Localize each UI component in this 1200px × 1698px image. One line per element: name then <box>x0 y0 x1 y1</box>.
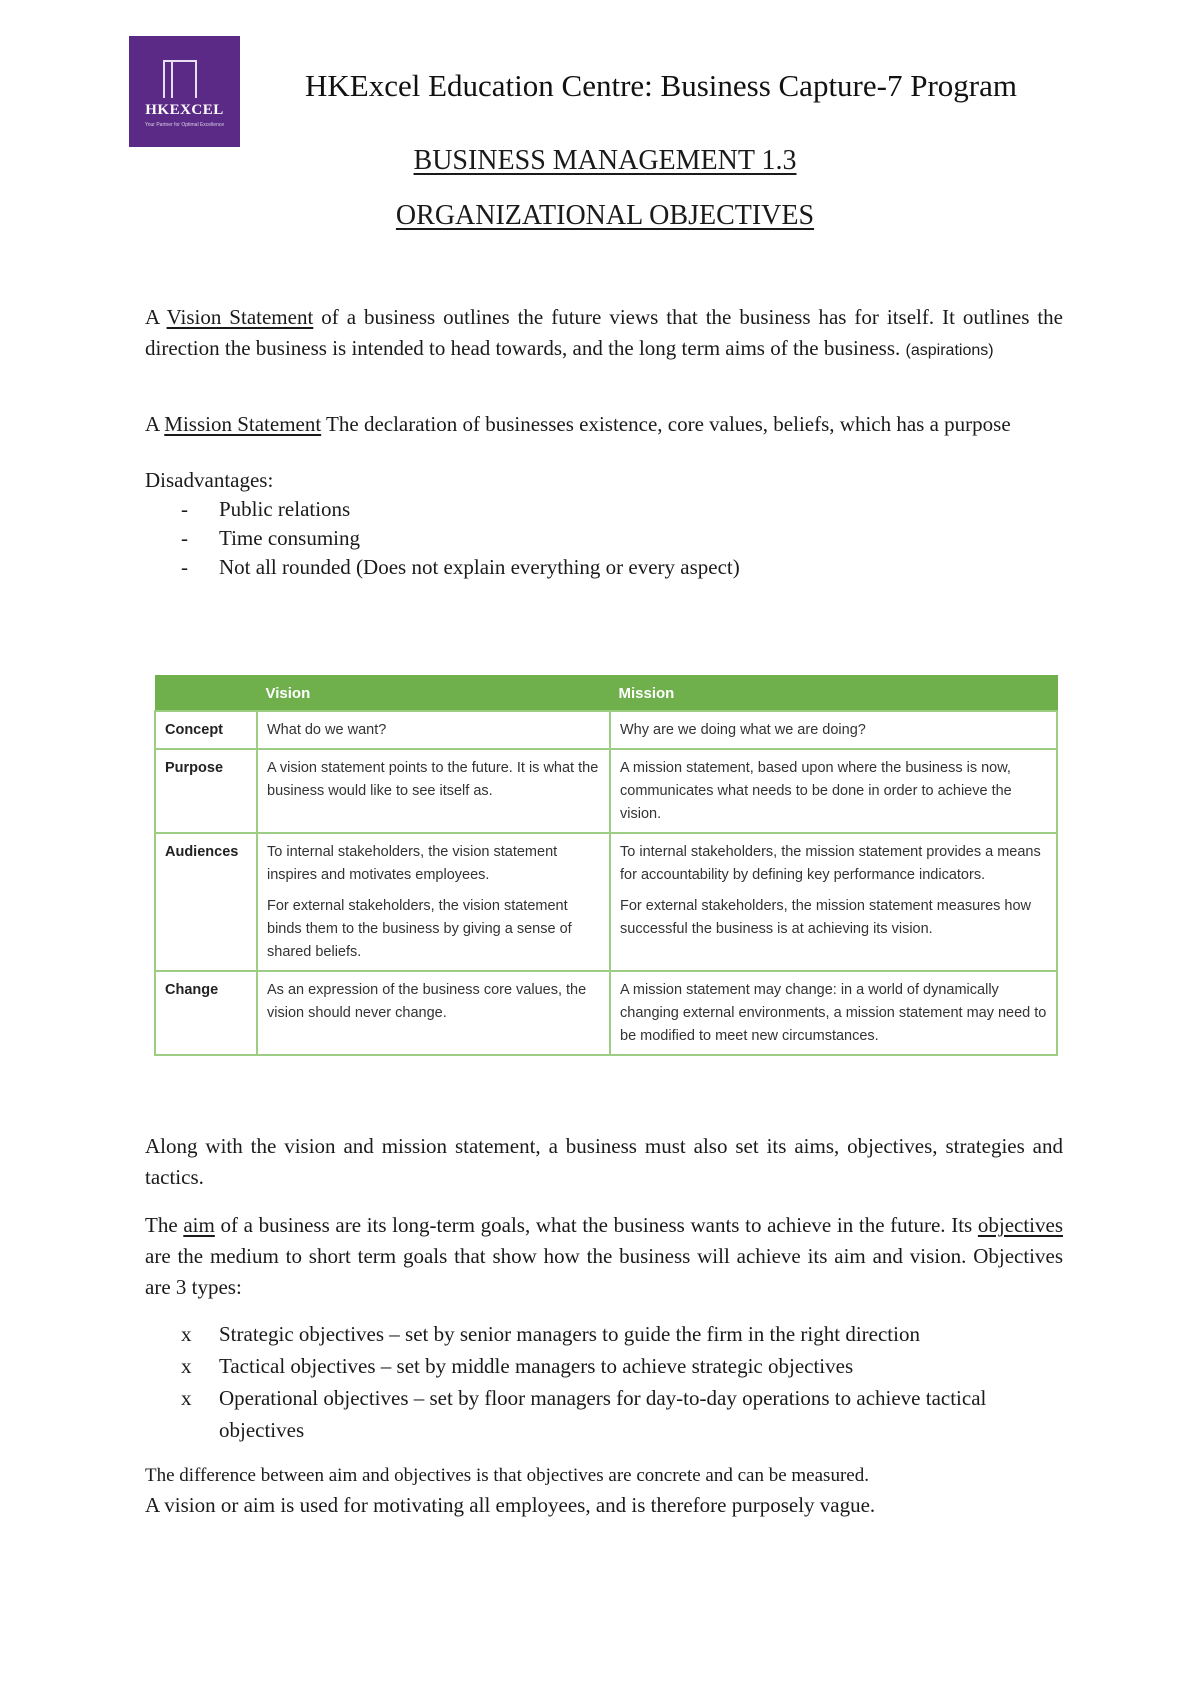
list-item: - Public relations <box>181 497 351 521</box>
row-label-change: Change <box>155 971 257 1055</box>
table-header-vision: Vision <box>257 676 610 712</box>
logo-text: HKEXCEL <box>145 102 224 118</box>
aspirations-note: (aspirations) <box>905 342 994 359</box>
cell-vision-concept: What do we want? <box>257 711 610 749</box>
table-header-corner <box>155 676 257 712</box>
aim-term: aim <box>183 1213 215 1237</box>
difference-line: The difference between aim and objectives is that objectives are concrete and can be measured. <box>145 1465 869 1486</box>
objective-types-list <box>145 1318 1063 1446</box>
objectives-term: objectives <box>977 1213 1064 1237</box>
cell-mission-change: A mission statement may change: in a world of dynamically changing external environments, a mission statement may need to be modified to meet new circumstances. <box>610 971 1057 1055</box>
table-header-mission: Mission <box>610 676 1057 712</box>
table-header-row <box>155 676 1057 712</box>
aim-definition-paragraph: The aim of a business are its long-term goals, what the business wants to achieve in the future. Its objectives are the medium to short term goals that show how the business will achieve its aim and vision. Objectives are 3 types: <box>145 1213 1064 1299</box>
cell-vision-audiences: To internal stakeholders, the vision statement inspires and motivates employees. For external stakeholders, the vision statement binds them to the business by giving a sense of shared beliefs. <box>257 833 610 971</box>
logo-tagline: Your Partner for Optimal Excellence <box>144 122 225 128</box>
list-item: - Not all rounded (Does not explain everything or every aspect) <box>181 555 740 579</box>
disadvantages-list <box>145 495 1063 582</box>
cell-mission-concept: Why are we doing what we are doing? <box>610 711 1057 749</box>
cell-mission-purpose: A mission statement, based upon where the business is now, communicates what needs to be done in order to achieve the vision. <box>610 749 1057 833</box>
hkexcel-logo <box>129 36 240 147</box>
row-label-purpose: Purpose <box>155 749 257 833</box>
list-item: x Operational objectives – set by floor managers for day-to-day operations to achieve tactical objectives <box>181 1386 987 1442</box>
header-title: HKExcel Education Centre: Business Capture-7 Program <box>305 68 1017 103</box>
list-item: - Time consuming <box>181 526 360 550</box>
vision-statement-term: Vision Statement <box>166 305 314 329</box>
mission-statement-paragraph: A Mission Statement The declaration of businesses existence, core values, beliefs, which has a purpose <box>145 412 1011 436</box>
table-row <box>155 833 1057 971</box>
row-label-concept: Concept <box>155 711 257 749</box>
aims-intro-paragraph: Along with the vision and mission statement, a business must also set its aims, objectives, strategies and tactics. <box>145 1134 1063 1189</box>
doc-title-line1: BUSINESS MANAGEMENT 1.3 <box>413 145 797 176</box>
table-row <box>155 711 1057 749</box>
mission-statement-term: Mission Statement <box>164 412 322 436</box>
table-row <box>155 971 1057 1055</box>
cell-vision-purpose: A vision statement points to the future. It is what the business would like to see itself as. <box>257 749 610 833</box>
door-icon <box>163 60 197 98</box>
disadvantages-heading: Disadvantages: <box>145 468 274 492</box>
list-item: x Strategic objectives – set by senior managers to guide the firm in the right direction <box>181 1322 920 1346</box>
vision-statement-paragraph: A Vision Statement of a business outlines the future views that the business has for itself. It outlines the direction the business is intended to head towards, and the long term aims of the business. (aspirations) <box>145 305 1063 360</box>
row-label-audiences: Audiences <box>155 833 257 971</box>
cell-mission-audiences: To internal stakeholders, the mission statement provides a means for accountability by defining key performance indicators. For external stakeholders, the mission statement measures how successful the business is at achieving its vision. <box>610 833 1057 971</box>
vision-mission-table <box>154 675 1058 1056</box>
doc-title-line2: ORGANIZATIONAL OBJECTIVES <box>395 200 815 231</box>
vision-aim-line: A vision or aim is used for motivating all employees, and is therefore purposely vague. <box>145 1493 876 1517</box>
cell-vision-change: As an expression of the business core values, the vision should never change. <box>257 971 610 1055</box>
list-item: x Tactical objectives – set by middle managers to achieve strategic objectives <box>181 1354 854 1378</box>
table-row <box>155 749 1057 833</box>
